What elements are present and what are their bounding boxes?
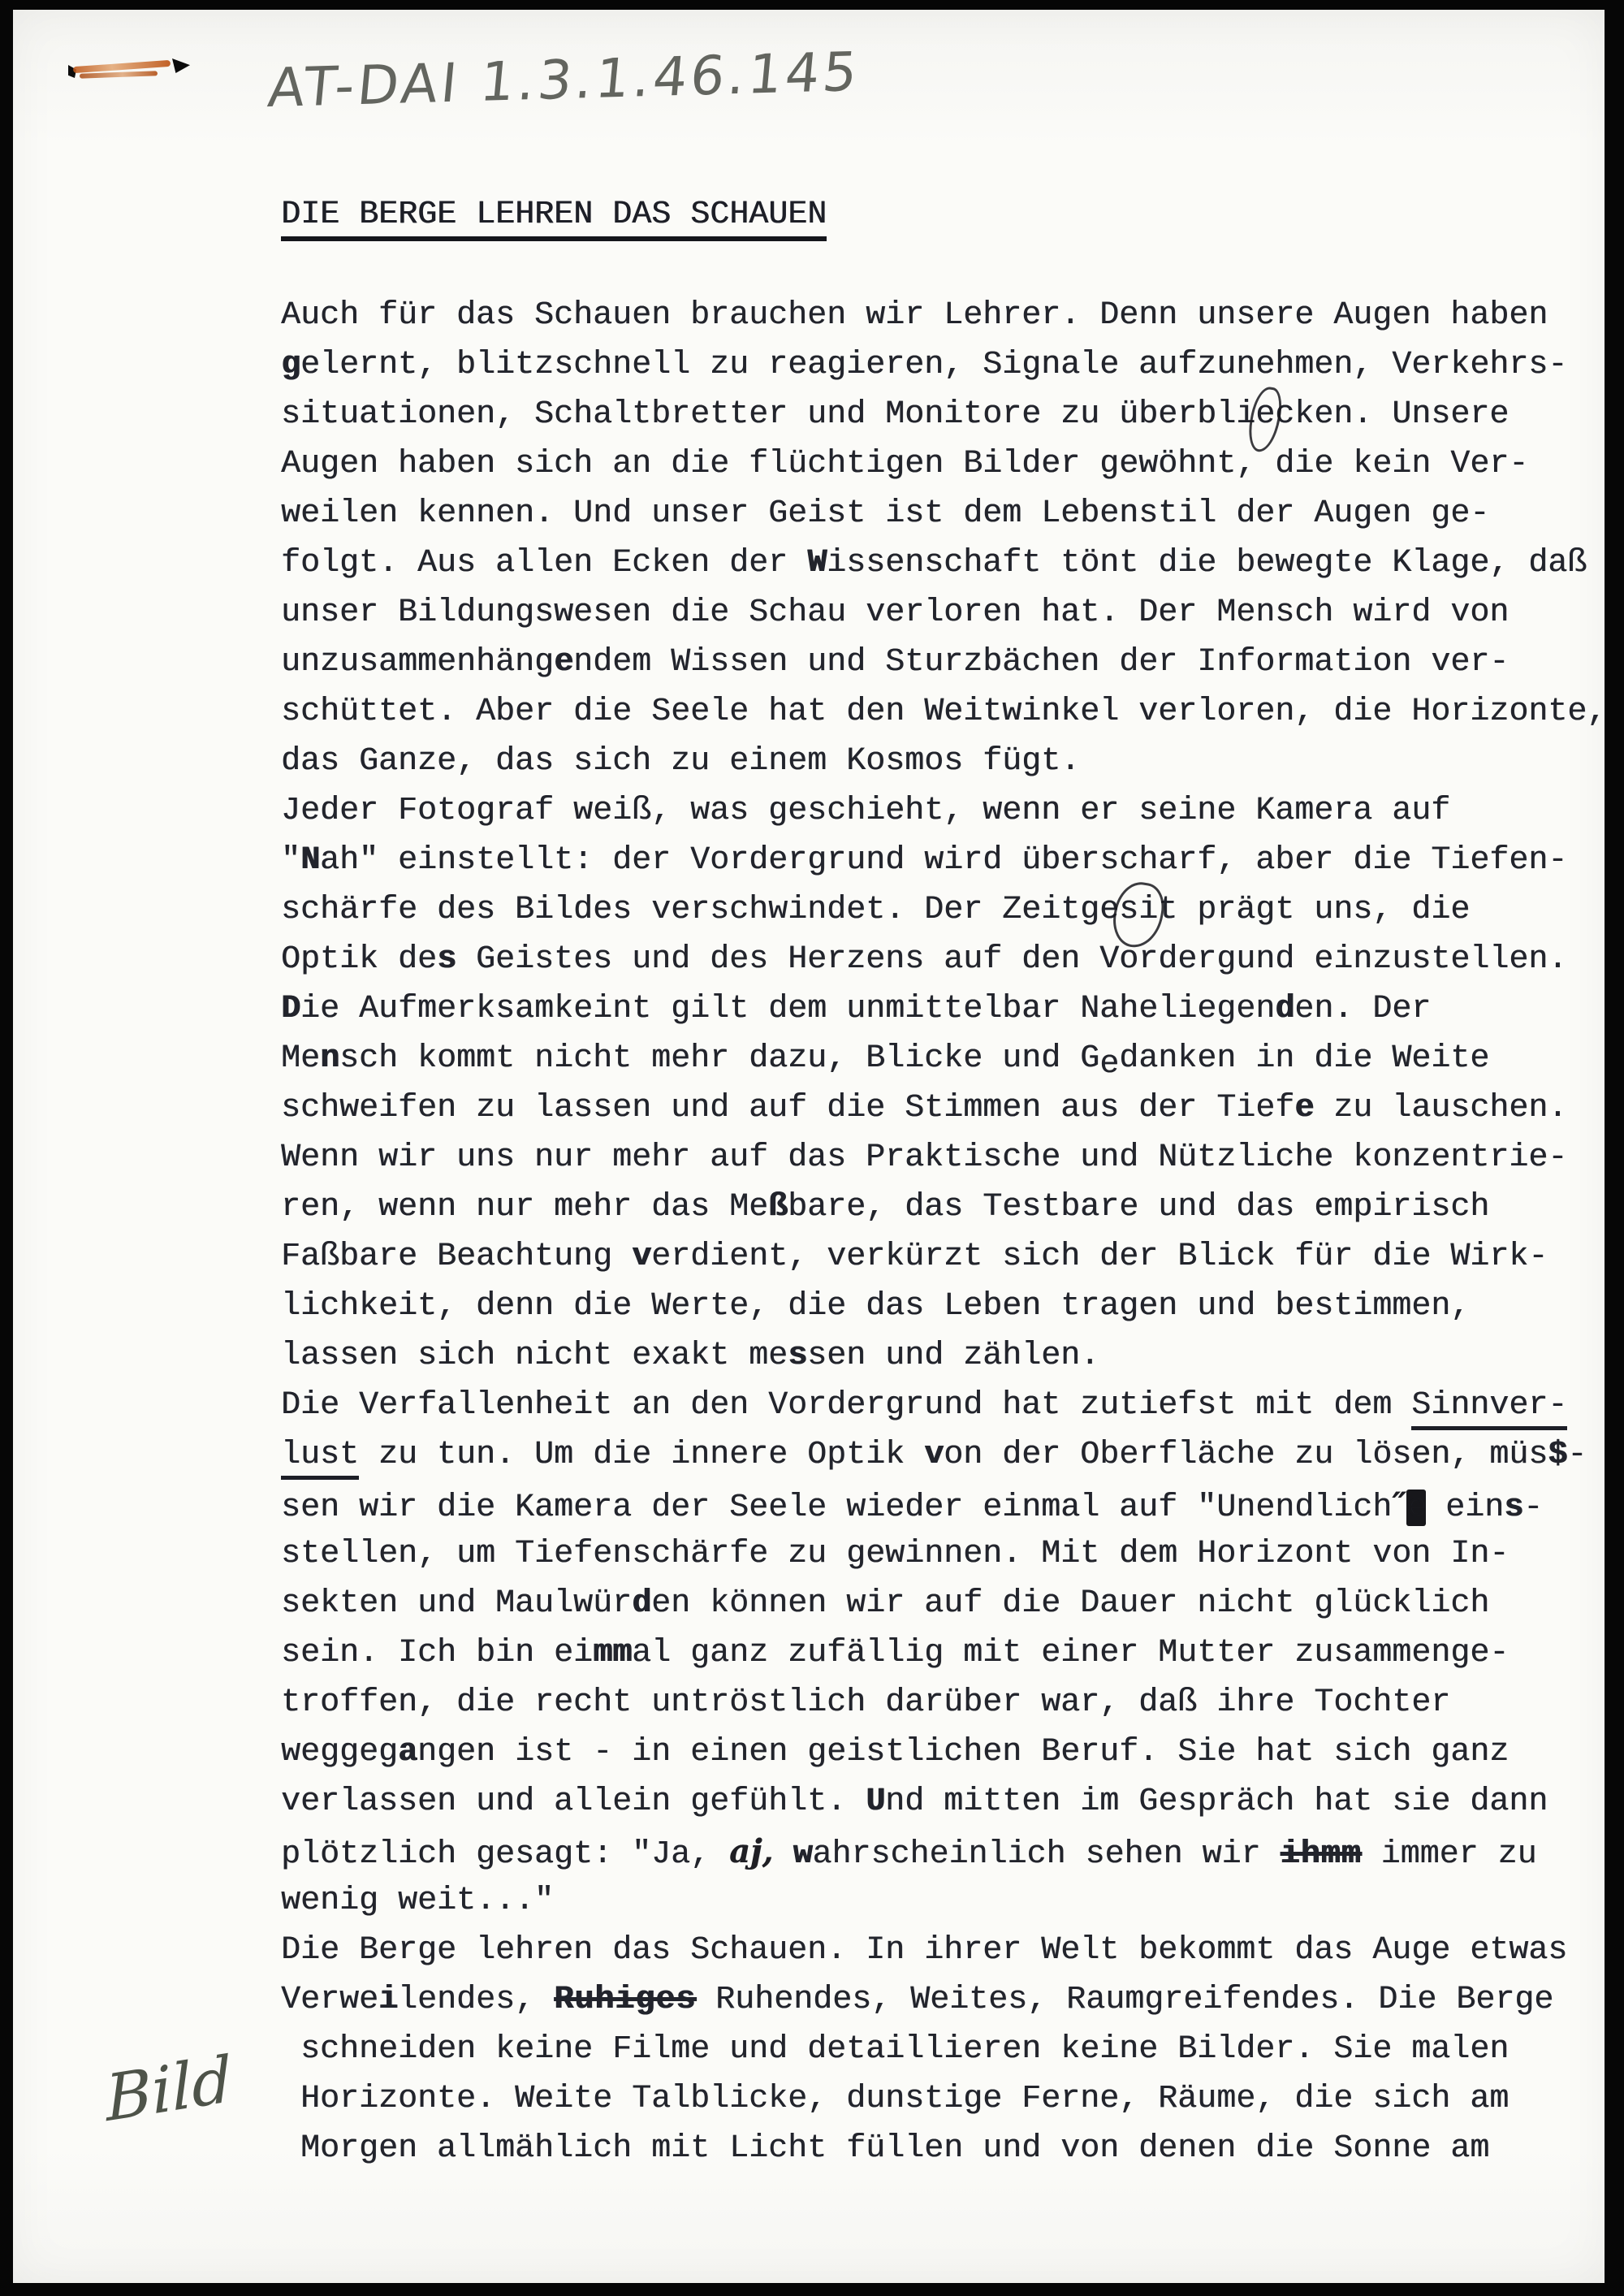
text-segment: on der Oberfläche zu lösen, müs xyxy=(944,1437,1548,1473)
text-line xyxy=(281,1183,1606,1232)
text-line xyxy=(281,1628,1606,1678)
text-segment: troffen, die recht untröstlich darüber war, daß ihre Tochter xyxy=(281,1684,1451,1721)
text-segment: schärfe des Bildes verschwindet. Der Zeitge xyxy=(281,892,1120,928)
text-segment: verlassen und allein gefühlt. xyxy=(281,1784,866,1820)
text-segment-x: Ruhiges xyxy=(554,1982,697,2018)
text-segment-o: si xyxy=(1119,885,1158,935)
text-segment-b: v xyxy=(924,1437,944,1473)
text-segment: ah" einstellt: der Vordergrund wird überscharf, aber die Tiefen- xyxy=(320,842,1568,879)
text-segment: Jeder Fotograf weiß, was geschieht, wenn er seine Kamera auf xyxy=(281,793,1451,829)
text-line xyxy=(281,1381,1606,1430)
text-line xyxy=(281,1926,1606,1975)
page-title: DIE BERGE LEHREN DAS SCHAUEN xyxy=(281,197,827,241)
typewritten-text xyxy=(281,291,1606,2173)
text-segment-b: d xyxy=(1275,991,1295,1027)
text-line xyxy=(281,1975,1606,2025)
text-segment: das Ganze, das sich zu einem Kosmos fügt. xyxy=(281,743,1081,780)
text-segment: ein xyxy=(1426,1490,1505,1526)
text-segment: Optik de xyxy=(281,941,438,978)
margin-note-bild: Bild xyxy=(104,2043,234,2137)
text-segment-hw: ″ xyxy=(1392,1485,1407,1524)
text-segment: en können wir auf die Dauer nicht glücklich xyxy=(651,1585,1490,1622)
text-line xyxy=(281,786,1606,836)
text-segment: danken in die Weite xyxy=(1119,1040,1490,1077)
text-segment: Wenn wir uns nur mehr auf das Praktische und Nützliche konzentrie- xyxy=(281,1139,1568,1176)
text-segment: Me xyxy=(281,1040,321,1077)
text-segment: ren, wenn nur mehr das Me xyxy=(281,1189,769,1226)
text-segment-b: U xyxy=(866,1784,886,1820)
rust-stain xyxy=(68,50,190,86)
text-line xyxy=(281,638,1606,687)
text-segment-b: s xyxy=(788,1338,808,1374)
text-segment: plötzlich gesagt: "Ja, xyxy=(281,1836,730,1873)
text-line xyxy=(281,935,1606,984)
text-segment: sein. Ich bin ei xyxy=(281,1635,594,1671)
text-segment: - xyxy=(1523,1490,1544,1526)
archive-reference-handwriting: AT-DAI 1.3.1.46.145 xyxy=(265,40,863,120)
text-line xyxy=(281,1331,1606,1381)
text-line xyxy=(281,1083,1606,1133)
text-segment: folgt. Aus allen Ecken der xyxy=(281,545,808,582)
text-line xyxy=(281,984,1606,1034)
text-line xyxy=(281,737,1606,786)
text-segment-b: mm xyxy=(593,1635,633,1671)
text-segment: Die Berge lehren das Schauen. In ihrer Welt bekommt das Auge etwas xyxy=(281,1932,1568,1969)
text-segment-u: Sinnver- xyxy=(1411,1387,1567,1430)
text-line xyxy=(281,340,1606,390)
text-segment: sch kommt nicht mehr dazu, Blicke und G xyxy=(339,1040,1100,1077)
text-line xyxy=(281,687,1606,737)
rust-stain-right-tip xyxy=(172,58,190,73)
text-segment: sen und zählen. xyxy=(807,1338,1100,1374)
text-segment: al ganz zufällig mit einer Mutter zusammenge- xyxy=(632,1635,1510,1671)
text-line xyxy=(281,1034,1606,1083)
text-line xyxy=(281,1529,1606,1579)
text-segment: wenig weit..." xyxy=(281,1883,555,1919)
rust-stain-streak xyxy=(80,71,158,78)
text-segment: zu lauschen. xyxy=(1314,1090,1568,1126)
text-segment-b: i xyxy=(378,1982,399,2018)
text-line xyxy=(281,2124,1606,2173)
text-segment: unzusammenhäng xyxy=(281,644,555,681)
text-segment: ndem Wissen und Sturzbächen der Information ver- xyxy=(573,644,1510,681)
text-segment: weilen kennen. Und unser Geist ist dem Lebenstil der Augen ge- xyxy=(281,495,1490,532)
text-segment: - xyxy=(1567,1437,1587,1473)
text-segment-b: d xyxy=(632,1585,652,1622)
text-segment: ahrscheinlich sehen wir xyxy=(812,1836,1281,1873)
text-segment-b: e xyxy=(554,644,574,681)
text-segment: sen wir die Kamera der Seele wieder einmal auf "Unendlich xyxy=(281,1490,1393,1526)
text-line xyxy=(281,1579,1606,1628)
text-segment-b: g xyxy=(281,347,301,383)
text-segment: erdient, verkürzt sich der Blick für die Wirk- xyxy=(651,1239,1548,1275)
text-segment: Faßbare Beachtung xyxy=(281,1239,633,1275)
text-segment: ngen ist - in einen geistlichen Beruf. Sie hat sich ganz xyxy=(417,1734,1510,1771)
text-segment-b: W xyxy=(807,545,827,582)
text-segment-b: $ xyxy=(1548,1437,1568,1473)
text-segment: en. Der xyxy=(1294,991,1432,1027)
text-segment: unser Bildungswesen die Schau verloren hat. Der Mensch wird von xyxy=(281,595,1510,631)
text-segment-b: e xyxy=(1294,1090,1315,1126)
text-line xyxy=(281,1430,1606,1480)
text-line xyxy=(281,1282,1606,1331)
text-segment-b: n xyxy=(320,1040,340,1077)
text-segment: Ruhendes, Weites, Raumgreifendes. Die Berge xyxy=(696,1982,1554,2018)
text-line xyxy=(281,390,1606,439)
text-line xyxy=(281,2074,1606,2124)
text-segment: t prägt uns, die xyxy=(1158,892,1471,928)
text-segment-b: w xyxy=(793,1836,813,1873)
text-line xyxy=(281,885,1606,935)
text-line xyxy=(281,1777,1606,1827)
text-segment-blot: e xyxy=(1406,1490,1427,1526)
text-segment-b: D xyxy=(281,991,301,1027)
text-segment: schüttet. Aber die Seele hat den Weitwinkel verloren, die Horizonte, xyxy=(281,694,1607,730)
text-segment: Geistes und des Herzens auf den Vordergund einzustellen. xyxy=(456,941,1568,978)
text-line xyxy=(281,1678,1606,1727)
text-segment: ie Aufmerksamkeint gilt dem unmittelbar Naheliegen xyxy=(300,991,1276,1027)
text-segment: lichkeit, denn die Werte, die das Leben tragen und bestimmen, xyxy=(281,1288,1471,1325)
text-line xyxy=(281,1232,1606,1282)
text-segment: stellen, um Tiefenschärfe zu gewinnen. Mit dem Horizont von In- xyxy=(281,1536,1510,1572)
text-line xyxy=(281,538,1606,588)
text-segment: issenschaft tönt die bewegte Klage, daß xyxy=(827,545,1587,582)
text-segment: lendes, xyxy=(398,1982,555,2018)
text-segment: immer zu xyxy=(1361,1836,1537,1873)
text-segment: Die Verfallenheit an den Vordergrund hat zutiefst mit dem xyxy=(281,1387,1412,1424)
text-line xyxy=(281,836,1606,885)
text-line xyxy=(281,1876,1606,1926)
text-segment-b: s xyxy=(437,941,457,978)
text-segment: schweifen zu lassen und auf die Stimmen aus der Tief xyxy=(281,1090,1295,1126)
text-segment-b: ß xyxy=(768,1189,788,1226)
text-segment: nd mitten im Gespräch hat sie dann xyxy=(885,1784,1548,1820)
text-line xyxy=(281,1480,1606,1529)
text-segment-d: e xyxy=(1099,1046,1120,1083)
text-segment: weggeg xyxy=(281,1734,399,1771)
text-segment: Auch für das Schauen brauchen wir Lehrer. Denn unsere Augen haben xyxy=(281,297,1548,334)
text-segment-u: lust xyxy=(281,1437,359,1480)
text-segment-b: s xyxy=(1504,1490,1524,1526)
text-segment-o: e xyxy=(1255,390,1275,439)
text-segment: schneiden keine Filme und detaillieren keine Bilder. Sie malen xyxy=(281,2031,1510,2068)
text-segment: sekten und Maulwür xyxy=(281,1585,633,1622)
text-segment-hw: aj, xyxy=(729,1832,774,1870)
text-segment: " xyxy=(281,842,301,879)
text-segment: lassen sich nicht exakt me xyxy=(281,1338,788,1374)
text-segment-b: N xyxy=(300,842,321,879)
text-segment: elernt, blitzschnell zu reagieren, Signale aufzunehmen, Verkehrs- xyxy=(300,347,1568,383)
text-line xyxy=(281,291,1606,340)
text-line xyxy=(281,1727,1606,1777)
text-line xyxy=(281,489,1606,538)
text-segment: Horizonte. Weite Talblicke, dunstige Ferne, Räume, die sich am xyxy=(281,2081,1510,2117)
text-line xyxy=(281,2025,1606,2074)
text-line xyxy=(281,439,1606,489)
text-line xyxy=(281,1133,1606,1183)
text-segment-b: a xyxy=(398,1734,418,1771)
text-line xyxy=(281,588,1606,638)
text-line xyxy=(281,1827,1606,1876)
text-segment-x: ihmm xyxy=(1280,1836,1362,1873)
text-segment: bare, das Testbare und das empirisch xyxy=(788,1189,1490,1226)
text-segment: Verwe xyxy=(281,1982,379,2018)
text-segment: Morgen allmählich mit Licht füllen und von denen die Sonne am xyxy=(281,2130,1490,2167)
text-segment: cken. Unsere xyxy=(1275,396,1510,433)
paper-page xyxy=(13,10,1605,2283)
text-segment xyxy=(773,1836,793,1873)
text-segment: Augen haben sich an die flüchtigen Bilder gewöhnt, die kein Ver- xyxy=(281,446,1529,482)
text-segment: zu tun. Um die innere Optik xyxy=(359,1437,925,1473)
text-segment-b: v xyxy=(632,1239,652,1275)
text-segment: situationen, Schaltbretter und Monitore zu überbli xyxy=(281,396,1256,433)
